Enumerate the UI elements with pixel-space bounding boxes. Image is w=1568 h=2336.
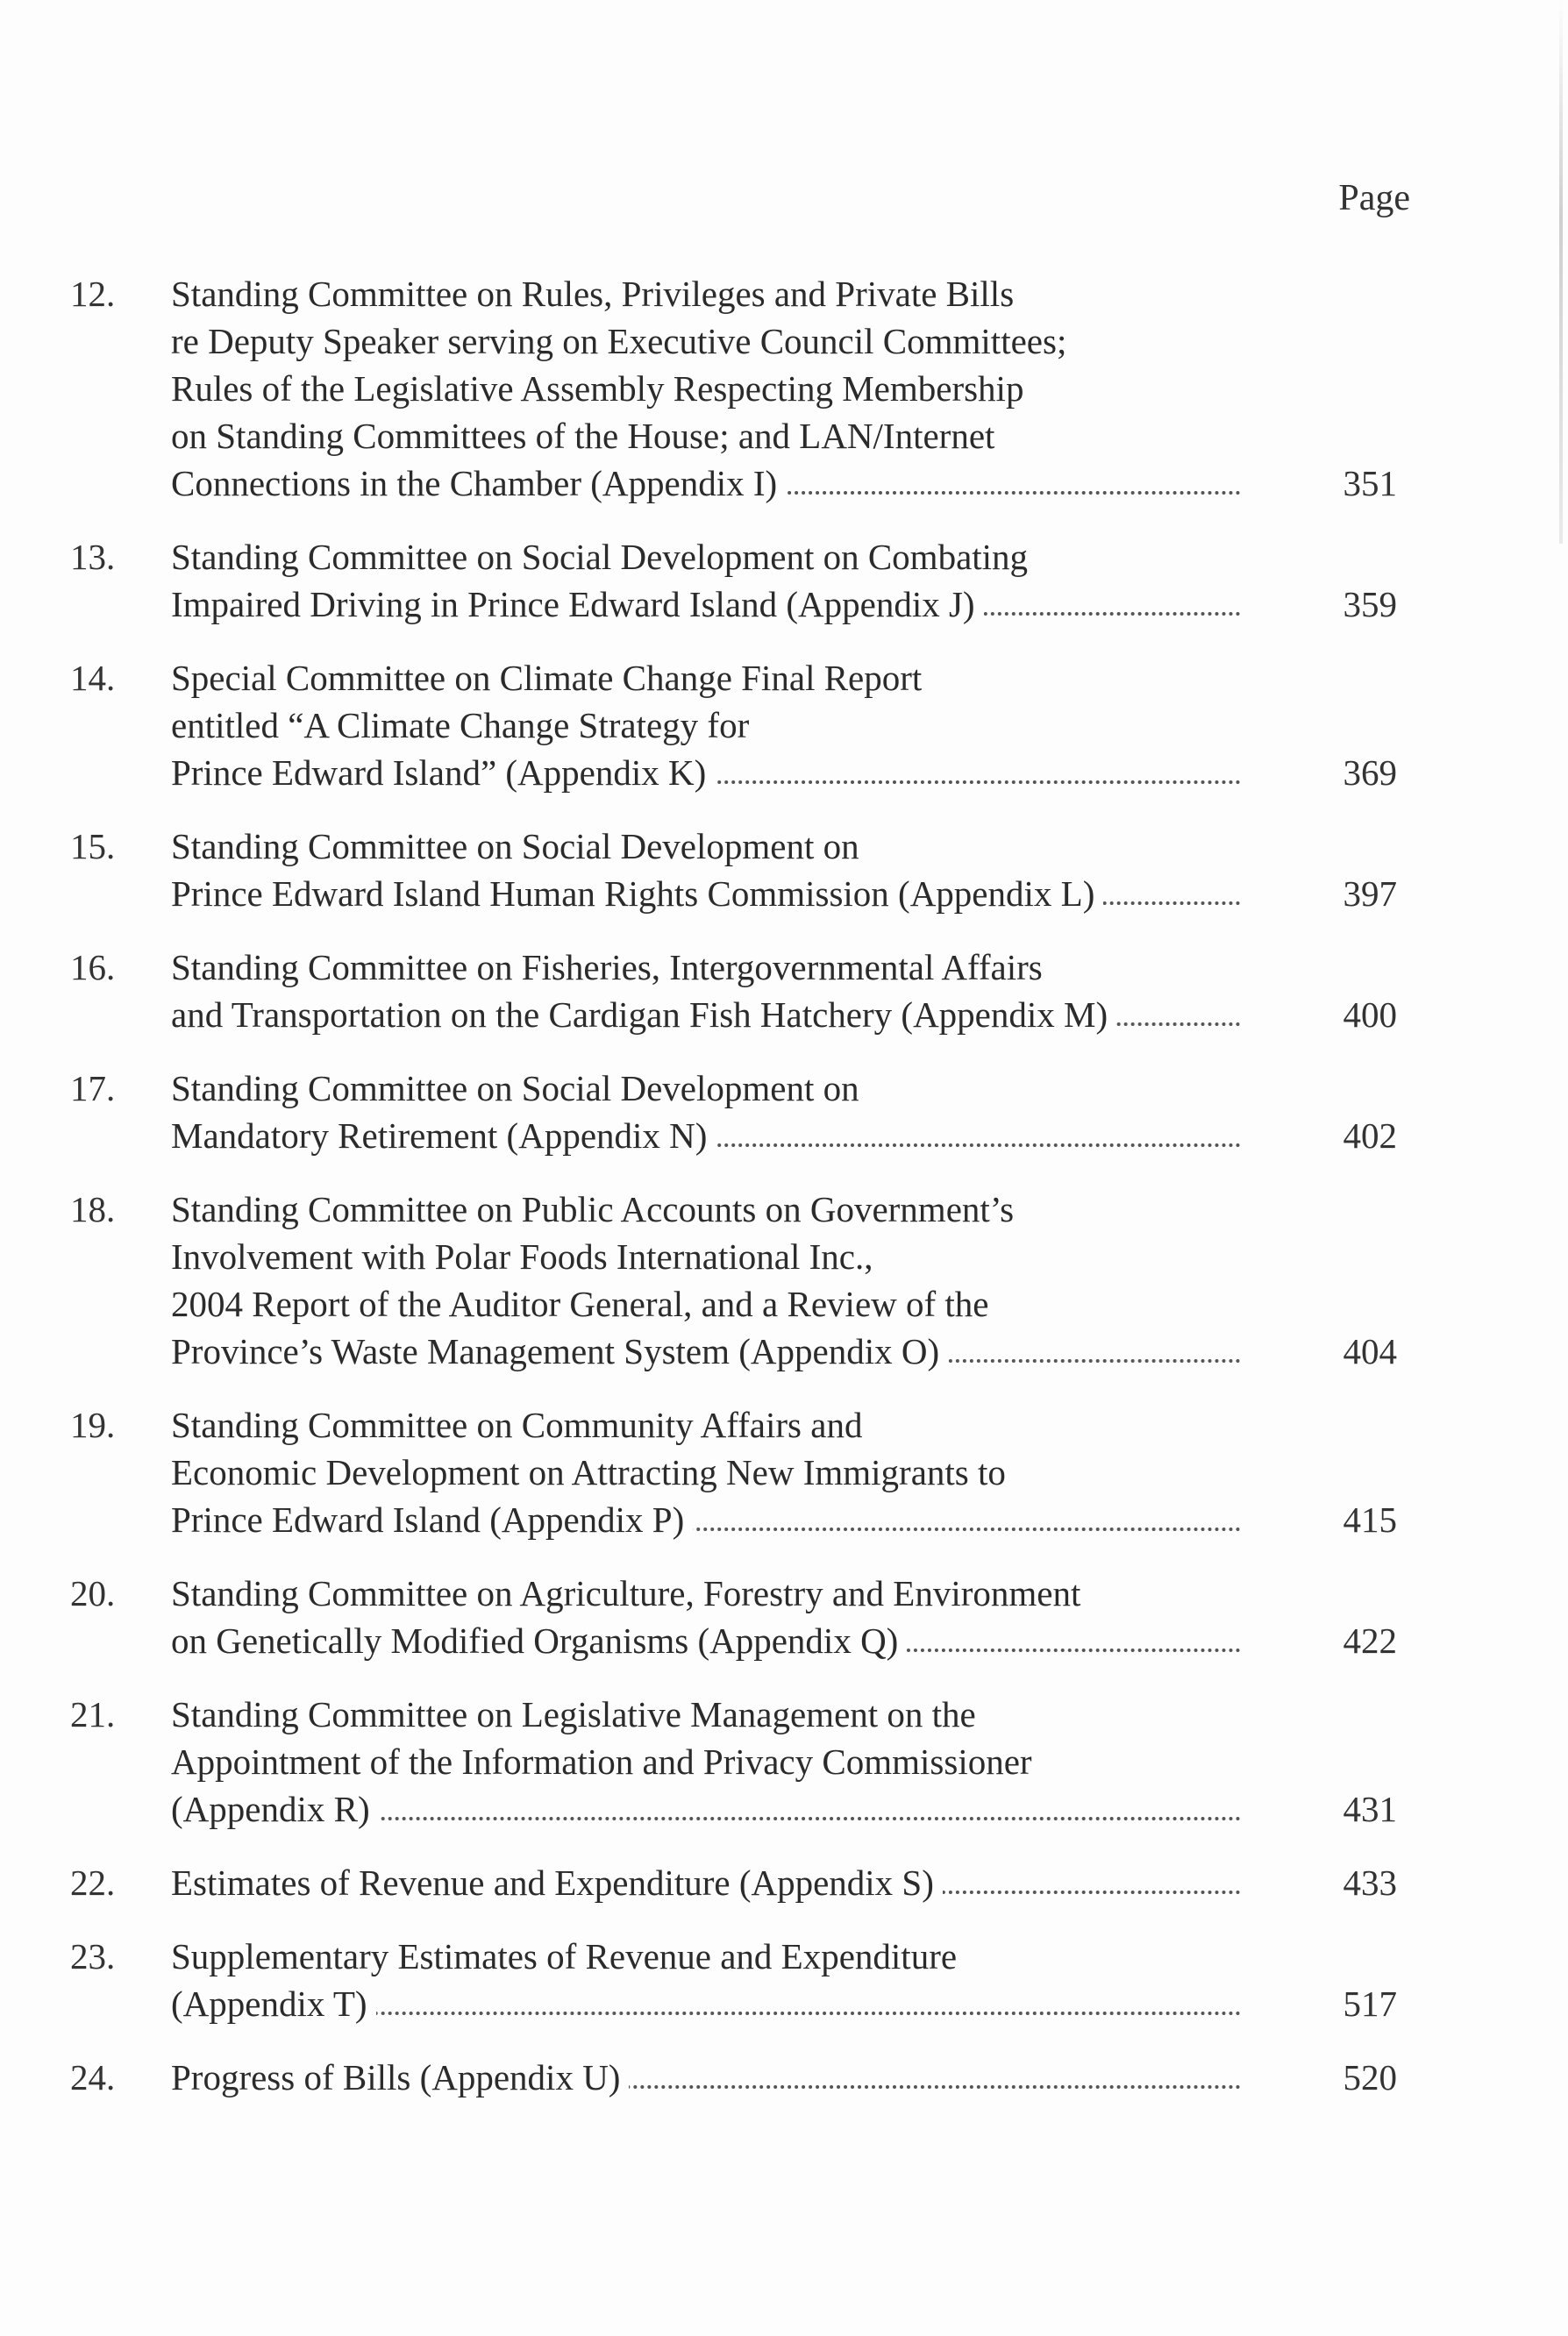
toc-entry-number: 18. [70,1189,116,1229]
toc-entry [0,823,1568,917]
toc-entry-title-last-line [171,1112,1241,1159]
toc-entry-title-last-line [171,749,1241,796]
toc-entry-title-line: Standing Committee on Social Development on [171,1068,859,1108]
toc-entry-title-text: Connections in the Chamber (Appendix I) [171,463,786,503]
toc-entry [0,1859,1568,1906]
table-of-contents [0,270,1568,2127]
toc-entry-title-last-line [171,1617,1241,1664]
toc-entry-title [171,1401,1241,1543]
toc-entry-number: 12. [70,274,116,314]
toc-entry-page-number: 369 [1343,752,1397,793]
toc-entry-title [171,533,1241,628]
toc-entry-number: 20. [70,1573,116,1613]
toc-entry-title-line: Standing Committee on Rules, Privileges and Private Bills [171,274,1015,314]
toc-entry-title-last-line [171,459,1241,507]
toc-entry-number: 17. [70,1068,116,1108]
toc-entry-title-last-line [171,2054,1241,2101]
toc-entry-title-text: Impaired Driving in Prince Edward Island (Appendix J) [171,584,984,624]
toc-entry-page-number: 402 [1343,1115,1397,1156]
page-column-heading: Page [1338,178,1410,218]
toc-entry-title-line: 2004 Report of the Auditor General, and a Review of the [171,1284,989,1324]
toc-entry-title-last-line [171,1859,1241,1906]
toc-entry-title-line: Standing Committee on Agriculture, Forestry and Environment [171,1573,1081,1613]
toc-entry-title-text: on Genetically Modified Organisms (Appendix Q) [171,1620,907,1661]
toc-entry-title [171,2054,1241,2101]
toc-entry-title-text: (Appendix T) [171,1983,376,2024]
toc-entry-title-last-line [171,1496,1241,1543]
toc-entry-title [171,1186,1241,1375]
toc-entry-title [171,1859,1241,1906]
toc-entry-page-number: 517 [1343,1983,1397,2024]
toc-entry-title-last-line [171,991,1241,1038]
toc-entry-title-line: entitled “A Climate Change Strategy for [171,705,750,745]
toc-entry-title-text: Progress of Bills (Appendix U) [171,2057,629,2097]
toc-entry-title-text: Prince Edward Island Human Rights Commission (Appendix L) [171,873,1103,914]
toc-entry-page-number: 397 [1343,873,1397,914]
toc-entry-title-text: and Transportation on the Cardigan Fish Hatchery (Appendix M) [171,994,1116,1035]
toc-entry [0,2054,1568,2101]
toc-entry-title-text: (Appendix R) [171,1789,379,1829]
toc-entry-title-last-line [171,1785,1241,1833]
toc-entry-title-text: Estimates of Revenue and Expenditure (Appendix S) [171,1862,943,1903]
toc-entry [0,654,1568,796]
toc-entry-page-number: 404 [1343,1331,1397,1371]
toc-entry-title [171,270,1241,507]
toc-entry-title-line: Standing Committee on Social Development on [171,826,859,866]
toc-entry-number: 23. [70,1936,116,1976]
toc-entry-title [171,1065,1241,1159]
toc-entry-page-number: 359 [1343,584,1397,624]
toc-entry-title-line: Supplementary Estimates of Revenue and Expenditure [171,1936,958,1976]
toc-entry-title-last-line [171,870,1241,917]
toc-entry-title-text: Mandatory Retirement (Appendix N) [171,1115,716,1156]
toc-entry [0,1401,1568,1543]
toc-entry-title [171,1691,1241,1833]
toc-entry-number: 15. [70,826,116,866]
toc-entry [0,1691,1568,1833]
toc-entry-number: 19. [70,1405,116,1445]
toc-entry-title-line: Appointment of the Information and Privacy Commissioner [171,1741,1032,1782]
toc-entry-title-line: Standing Committee on Community Affairs and [171,1405,863,1445]
toc-entry-title-line: Standing Committee on Fisheries, Intergovernmental Affairs [171,947,1043,987]
toc-entry-title-last-line [171,1980,1241,2027]
toc-entry [0,1933,1568,2027]
toc-entry-title-last-line [171,1328,1241,1375]
toc-entry-title-line: Standing Committee on Public Accounts on Government’s [171,1189,1015,1229]
toc-entry-page-number: 400 [1343,994,1397,1035]
toc-entry-page-number: 520 [1343,2057,1397,2097]
toc-entry-number: 13. [70,537,116,577]
toc-entry-title [171,1933,1241,2027]
toc-entry-title-line: Rules of the Legislative Assembly Respecting Membership [171,368,1024,409]
toc-entry-number: 16. [70,947,116,987]
toc-entry-page-number: 422 [1343,1620,1397,1661]
toc-entry-page-number: 433 [1343,1862,1397,1903]
toc-entry [0,944,1568,1038]
toc-entry-title [171,654,1241,796]
toc-entry-number: 21. [70,1694,116,1734]
toc-entry [0,1570,1568,1664]
toc-entry-number: 14. [70,658,116,698]
toc-entry-title-line: Economic Development on Attracting New Immigrants to [171,1452,1006,1492]
toc-entry [0,1186,1568,1375]
toc-entry-title-line: Standing Committee on Legislative Management on the [171,1694,976,1734]
toc-entry [0,533,1568,628]
toc-entry-title [171,1570,1241,1664]
toc-entry [0,270,1568,507]
toc-entry-number: 24. [70,2057,116,2097]
toc-entry [0,1065,1568,1159]
toc-entry-number: 22. [70,1862,116,1903]
toc-entry-title [171,823,1241,917]
toc-entry-title-line: Standing Committee on Social Development on Combating [171,537,1029,577]
toc-entry-title-line: on Standing Committees of the House; and LAN/Internet [171,416,995,456]
toc-entry-title-text: Prince Edward Island” (Appendix K) [171,752,715,793]
toc-entry-page-number: 351 [1343,463,1397,503]
toc-entry-title-line: Special Committee on Climate Change Final Report [171,658,923,698]
toc-entry-title-line: re Deputy Speaker serving on Executive Council Committees; [171,321,1067,361]
toc-entry-title-line: Involvement with Polar Foods International Inc., [171,1236,873,1277]
toc-entry-title-text: Prince Edward Island (Appendix P) [171,1499,693,1540]
toc-entry-page-number: 415 [1343,1499,1397,1540]
toc-entry-title-text: Province’s Waste Management System (Appendix O) [171,1331,948,1371]
toc-entry-title-last-line [171,580,1241,628]
toc-entry-title [171,944,1241,1038]
toc-entry-page-number: 431 [1343,1789,1397,1829]
